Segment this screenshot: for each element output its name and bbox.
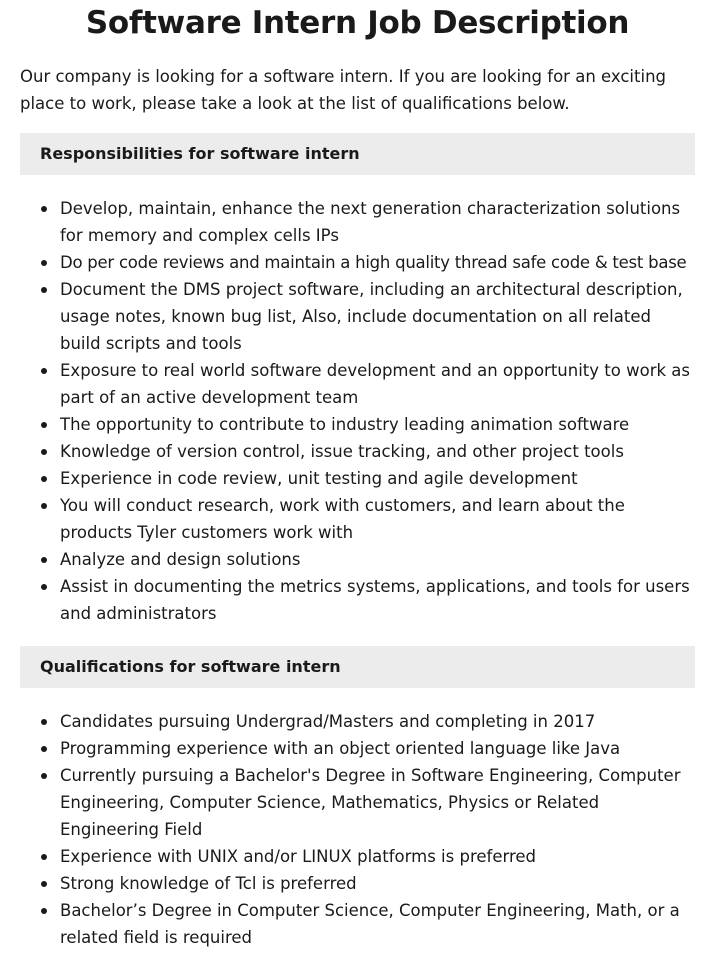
page-title: Software Intern Job Description [85, 5, 630, 41]
list-item: The opportunity to contribute to industry leading animation software [60, 411, 695, 438]
qualifications-heading: Qualifications for software intern [20, 646, 695, 688]
list-item: Analyze and design solutions [60, 546, 695, 573]
intro-paragraph: Our company is looking for a software intern. If you are looking for an exciting place to work, please take a look at the list of qualifications below. [20, 67, 666, 113]
responsibilities-heading: Responsibilities for software intern [20, 133, 695, 175]
list-item: Programming experience with an object oriented language like Java [60, 735, 695, 762]
list-item: Experience with UNIX and/or LINUX platforms is preferred [60, 843, 695, 870]
list-item: Develop, maintain, enhance the next generation characterization solutions for memory and complex cells IPs [60, 195, 695, 249]
list-item: Assist in documenting the metrics systems, applications, and tools for users and administrators [60, 573, 695, 627]
list-item: Bachelor’s Degree in Computer Science, Computer Engineering, Math, or a related field is required [60, 897, 695, 951]
list-item: Document the DMS project software, including an architectural description, usage notes, known bug list, Also, include documentation on all related build scripts and tools [60, 276, 695, 357]
qualifications-list [20, 708, 695, 951]
list-item: Strong knowledge of Tcl is preferred [60, 870, 695, 897]
list-item: Knowledge of version control, issue tracking, and other project tools [60, 438, 695, 465]
list-item: Do per code reviews and maintain a high quality thread safe code & test base [60, 249, 695, 276]
list-item: Candidates pursuing Undergrad/Masters and completing in 2017 [60, 708, 695, 735]
responsibilities-list [20, 195, 695, 627]
list-item: Currently pursuing a Bachelor's Degree in Software Engineering, Computer Engineering, Computer Science, Mathematics, Physics or Related Engineering Field [60, 762, 695, 843]
list-item: Exposure to real world software development and an opportunity to work as part of an active development team [60, 357, 695, 411]
list-item: Experience in code review, unit testing and agile development [60, 465, 695, 492]
list-item: You will conduct research, work with customers, and learn about the products Tyler customers work with [60, 492, 695, 546]
